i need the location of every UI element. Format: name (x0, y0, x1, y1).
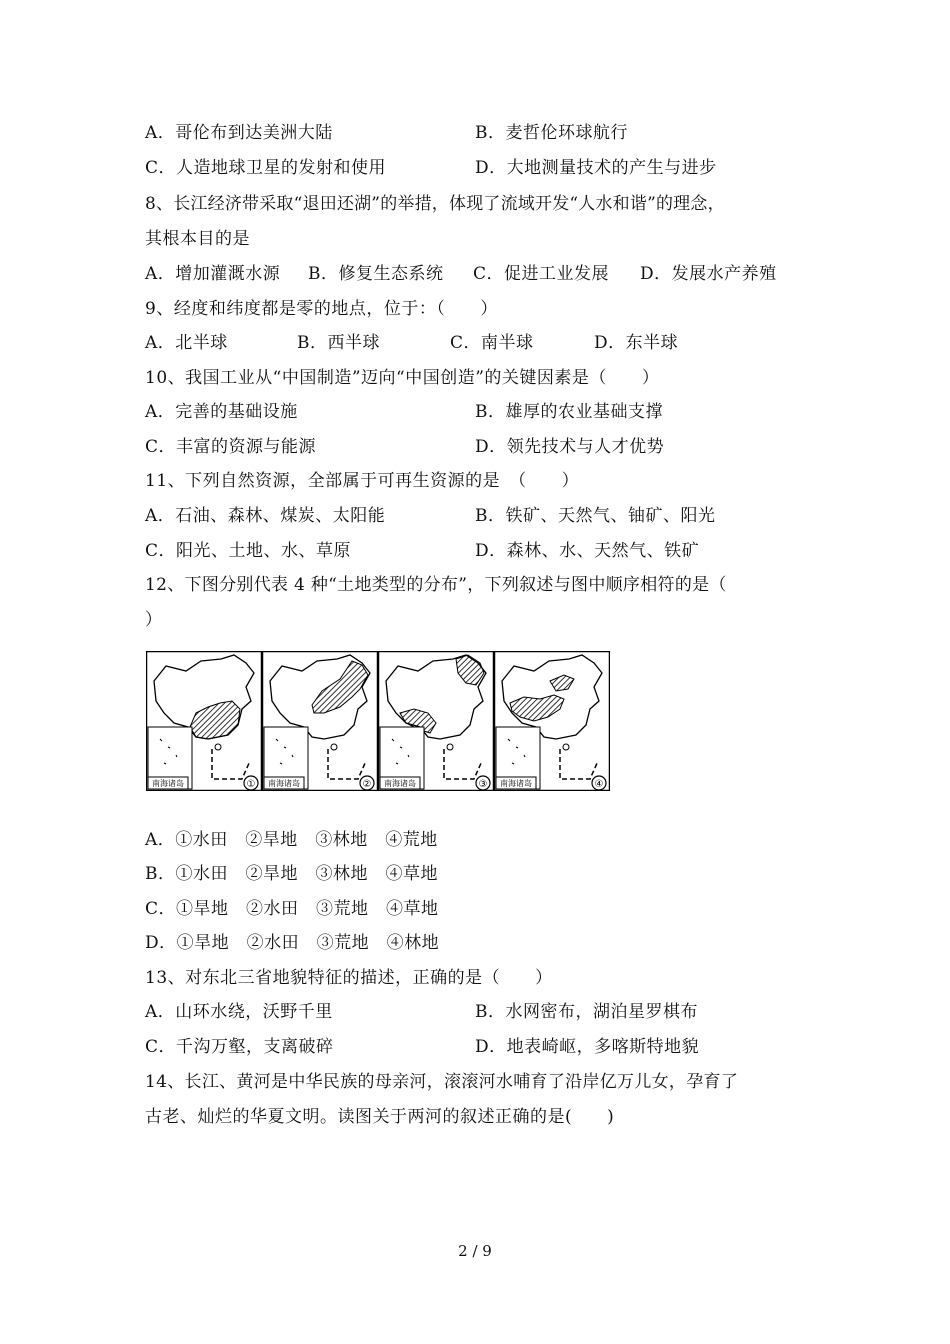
q12-option-b: B．①水田 ②旱地 ③林地 ④草地 (145, 864, 438, 884)
q10-option-a: A．完善的基础设施 (145, 402, 298, 422)
map-1-label: ① (246, 779, 256, 790)
china-map-1-graphic (146, 651, 262, 791)
land-map-2 (262, 651, 378, 791)
map-3-inset-label: 南海诸岛 (384, 779, 416, 788)
map-4-inset-label: 南海诸岛 (500, 779, 532, 788)
q8-option-c: C．促进工业发展 (473, 264, 610, 284)
q7-option-c: C．人造地球卫星的发射和使用 (145, 158, 387, 178)
q14-stem-line2: 古老、灿烂的华夏文明。读图关于两河的叙述正确的是( ) (145, 1107, 615, 1127)
q12-stem-line2: ） (145, 610, 163, 630)
china-map-2-graphic (262, 651, 378, 791)
q11-option-b: B．铁矿、天然气、铀矿、阳光 (475, 506, 716, 526)
q11-option-a: A．石油、森林、煤炭、太阳能 (145, 506, 386, 526)
q9-option-d: D．东半球 (594, 333, 679, 353)
q12-option-c: C．①旱地 ②水田 ③荒地 ④草地 (145, 899, 439, 919)
q10-option-c: C．丰富的资源与能源 (145, 437, 317, 457)
q9-stem: 9、经度和纬度都是零的地点，位于：（ ） (145, 299, 498, 319)
land-map-1 (146, 651, 262, 791)
land-map-3 (378, 651, 494, 791)
q14-stem-line1: 14、长江、黄河是中华民族的母亲河，滚滚河水哺育了沿岸亿万儿女，孕育了 (145, 1072, 739, 1092)
map-2-label: ② (362, 779, 372, 790)
q8-option-d: D．发展水产养殖 (640, 264, 777, 284)
q7-option-d: D．大地测量技术的产生与进步 (475, 158, 717, 178)
land-map-4 (494, 651, 610, 791)
q10-stem: 10、我国工业从“中国制造”迈向“中国创造”的关键因素是（ ） (145, 368, 660, 388)
q9-option-a: A．北半球 (145, 333, 228, 353)
china-map-4-graphic (494, 651, 610, 791)
map-1-inset-label: 南海诸岛 (152, 779, 184, 788)
q8-option-b: B．修复生态系统 (308, 264, 444, 284)
map-2-inset-label: 南海诸岛 (268, 779, 300, 788)
land-type-maps-figure (146, 651, 610, 791)
q7-option-a: A．哥伦布到达美洲大陆 (145, 123, 333, 143)
page-number: 2 / 9 (458, 1242, 492, 1260)
q13-option-b: B．水网密布，湖泊星罗棋布 (475, 1002, 698, 1022)
q12-stem-line1: 12、下图分别代表 4 种“土地类型的分布”，下列叙述与图中顺序相符的是（ (145, 575, 727, 595)
q13-option-d: D．地表崎岖，多喀斯特地貌 (475, 1037, 700, 1057)
q9-option-c: C．南半球 (450, 333, 534, 353)
q9-option-b: B．西半球 (297, 333, 380, 353)
q12-option-d: D．①旱地 ②水田 ③荒地 ④林地 (145, 933, 440, 953)
q8-stem-line2: 其根本目的是 (145, 229, 250, 249)
q13-stem: 13、对东北三省地貌特征的描述，正确的是（ ） (145, 968, 553, 988)
q7-option-b: B．麦哲伦环球航行 (475, 123, 628, 143)
q10-option-b: B．雄厚的农业基础支撑 (475, 402, 663, 422)
q11-option-d: D．森林、水、天然气、铁矿 (475, 541, 700, 561)
q11-stem: 11、下列自然资源，全部属于可再生资源的是 （ ） (145, 471, 580, 491)
q11-option-c: C．阳光、土地、水、草原 (145, 541, 352, 561)
map-3-label: ③ (478, 779, 488, 790)
q8-option-a: A．增加灌溉水源 (145, 264, 281, 284)
q8-stem-line1: 8、长江经济带采取“退田还湖”的举措，体现了流域开发“人水和谐”的理念， (145, 194, 725, 214)
china-map-3-graphic (378, 651, 494, 791)
q13-option-c: C．千沟万壑，支离破碎 (145, 1037, 334, 1057)
q12-option-a: A．①水田 ②旱地 ③林地 ④荒地 (145, 830, 438, 850)
map-4-label: ④ (594, 779, 604, 790)
q13-option-a: A．山环水绕，沃野千里 (145, 1002, 333, 1022)
q10-option-d: D．领先技术与人才优势 (475, 437, 665, 457)
